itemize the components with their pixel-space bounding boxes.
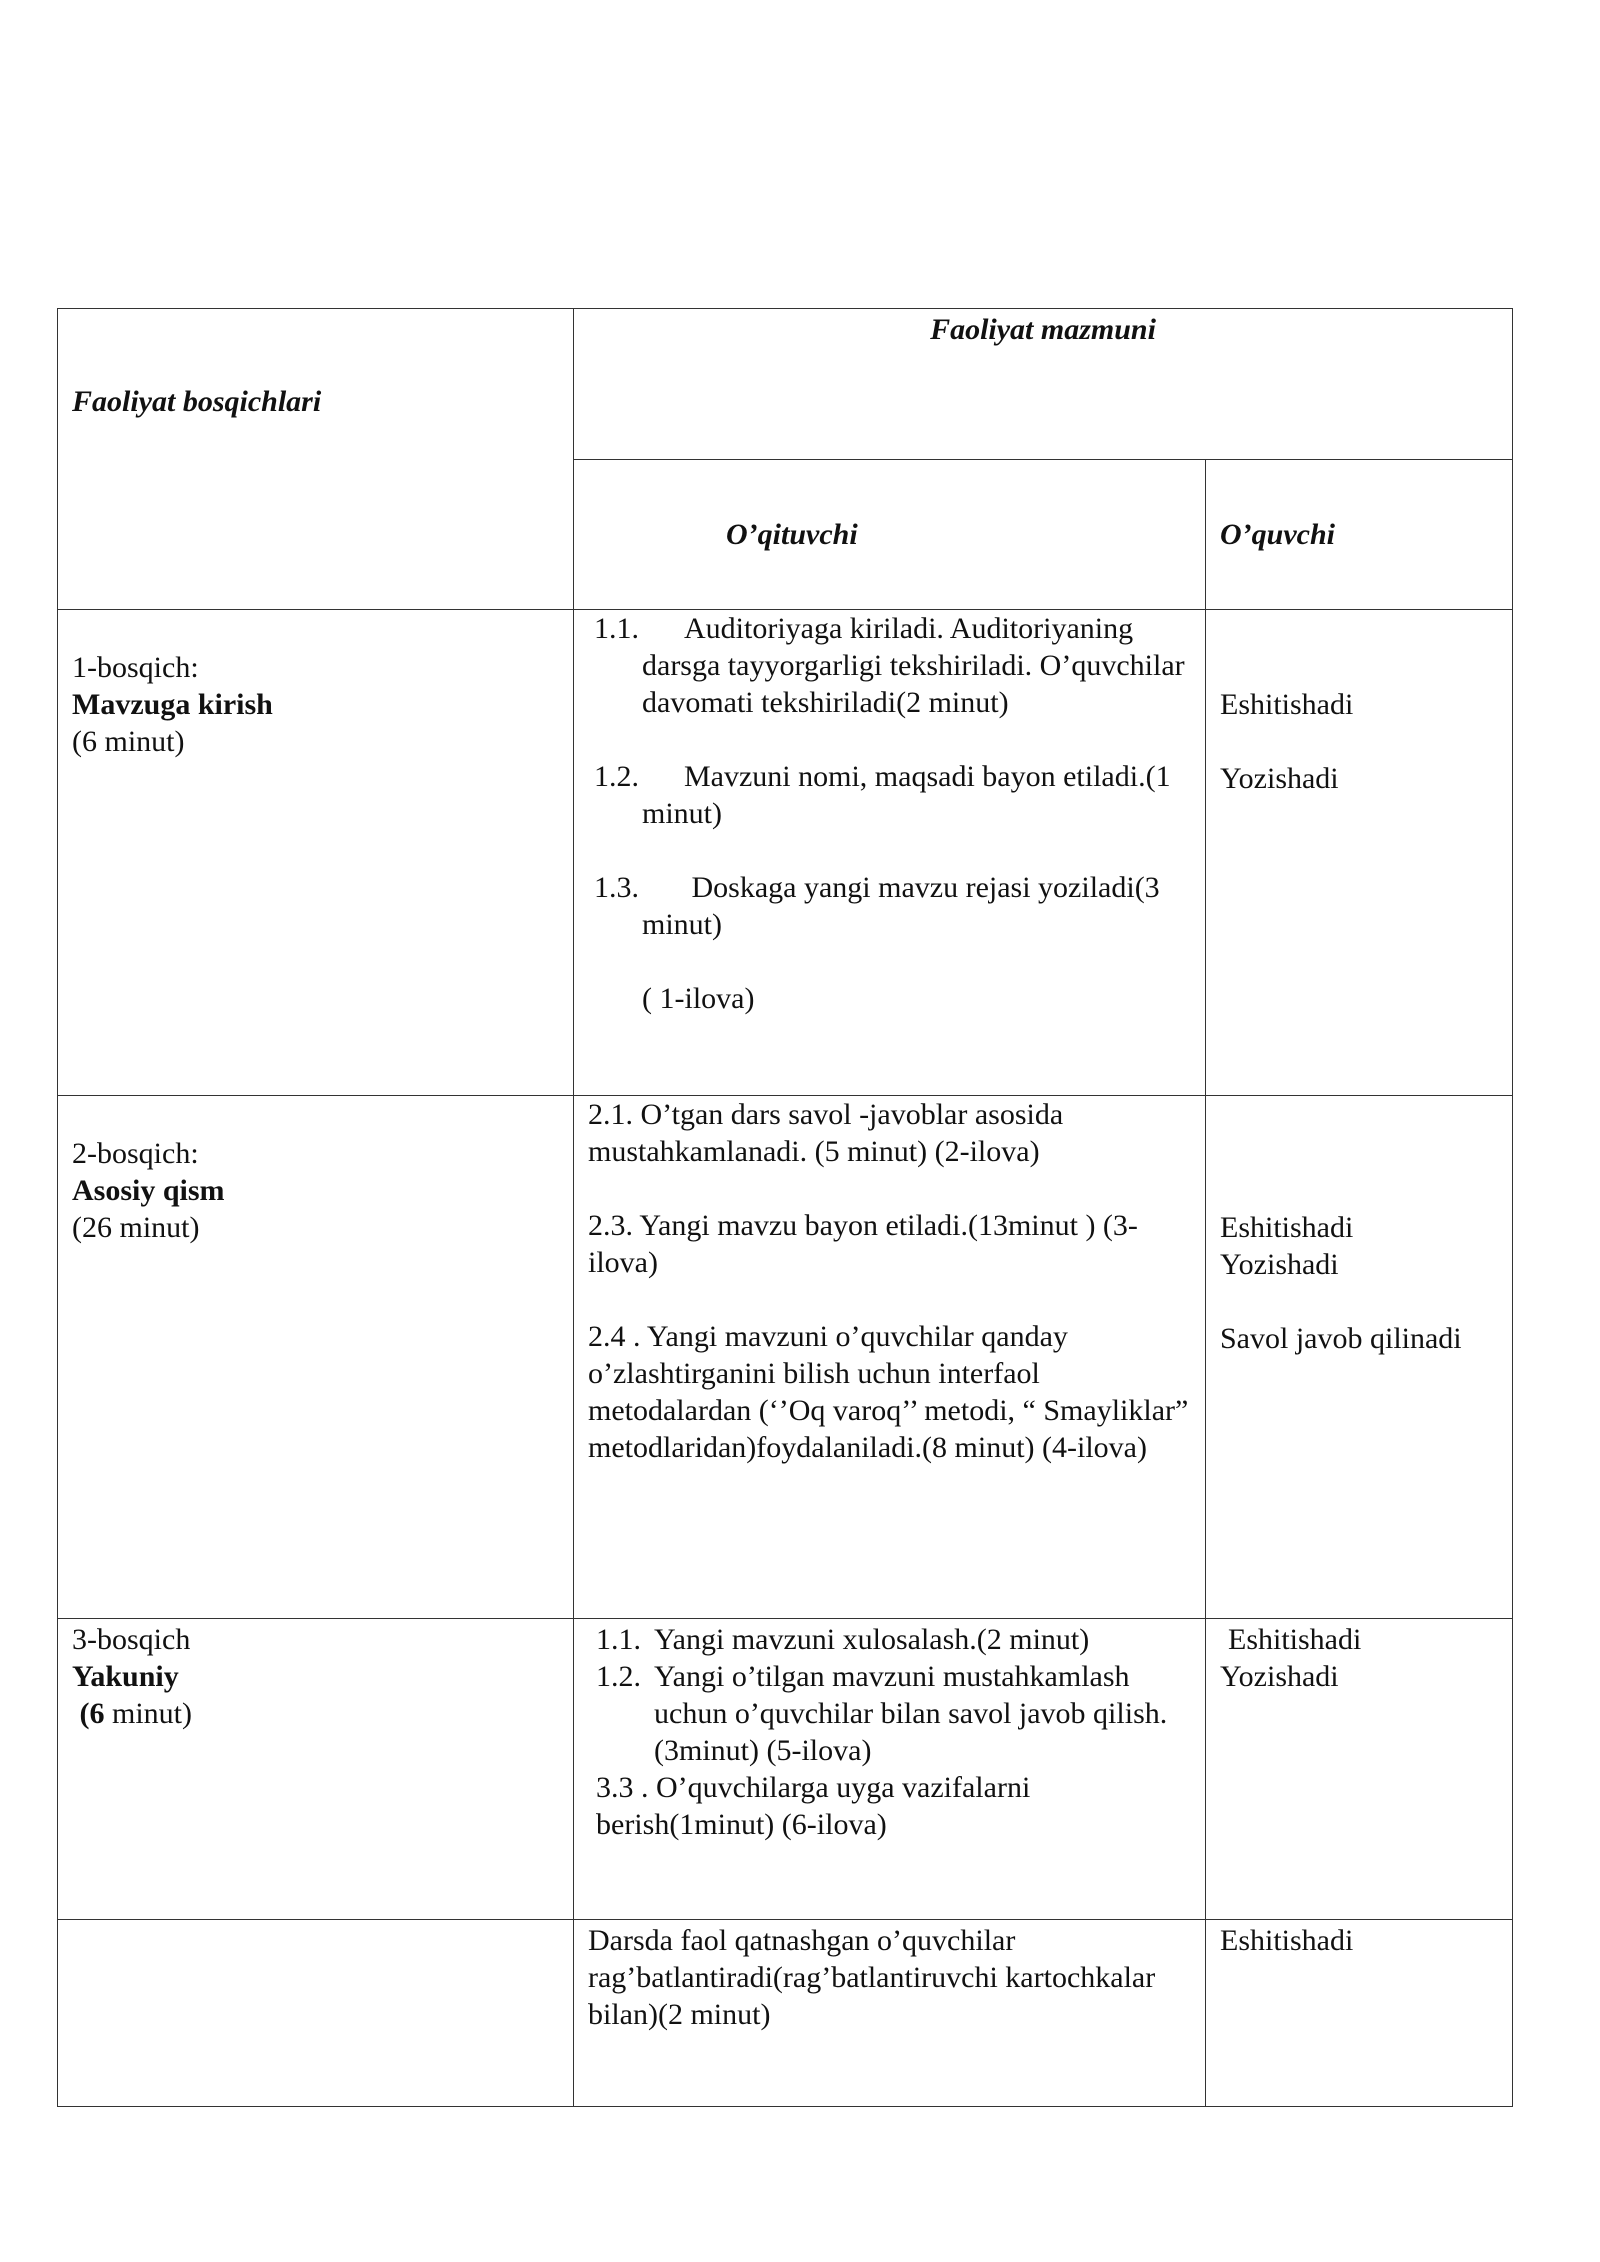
student-activity: Yozishadi — [1220, 1660, 1339, 1693]
student-cell — [1206, 1096, 1513, 1619]
table-row — [58, 610, 1513, 1096]
list-item — [596, 1621, 1191, 1658]
stage-duration: (6 minut) — [72, 725, 185, 758]
student-activity: Savol javob qilinadi — [1220, 1322, 1462, 1355]
stage-title: Mavzuga kirish — [72, 688, 273, 721]
stage-cell — [58, 610, 574, 1096]
student-activity: Eshitishadi — [1220, 688, 1354, 721]
stage-duration-unit: minut) — [104, 1697, 192, 1730]
list-item: 2.1. O’tgan dars savol -javoblar asosida mustahkamlanadi. (5 minut) (2-ilova) — [588, 1098, 1064, 1168]
item-text: Auditoriyaga kiriladi. Auditoriyaning darsga tayyorgarligi tekshiriladi. O’quvchilar davomati tekshiriladi(2 minut) — [642, 612, 1185, 719]
student-cell — [1206, 1619, 1513, 1920]
lesson-plan-table — [57, 308, 1513, 2107]
teacher-cell — [574, 1619, 1206, 1920]
header-student: O’quvchi — [1220, 518, 1335, 551]
stage-label: 2-bosqich: — [72, 1137, 199, 1170]
student-activity: Eshitishadi — [1228, 1623, 1362, 1656]
item-number: 1.1. — [596, 1623, 641, 1656]
list-item — [594, 758, 1191, 832]
list-item: 2.4 . Yangi mavzuni o’quvchilar qanday o’zlashtirganini bilish uchun interfaol metodalardan (‘’Oq varoq’’ metodi, “ Smayliklar” metodlaridan)foydalaniladi.(8 minut) (4-ilova) — [588, 1320, 1189, 1464]
header-teacher: O’qituvchi — [726, 518, 858, 551]
list-item: 3.3 . O’quvchilarga uyga vazifalarni berish(1minut) (6-ilova) — [596, 1771, 1031, 1841]
stage-cell — [58, 1920, 574, 2107]
stage-label: 3-bosqich — [72, 1623, 191, 1656]
student-activity: Eshitishadi — [1220, 1211, 1354, 1244]
student-activity: Yozishadi — [1220, 762, 1339, 795]
table-row — [58, 1096, 1513, 1619]
teacher-cell — [574, 1920, 1206, 2107]
item-text: Yangi o’tilgan mavzuni mustahkamlash uchun o’quvchilar bilan savol javob qilish.(3minut) (5-ilova) — [654, 1660, 1168, 1767]
list-item — [594, 610, 1191, 721]
student-cell — [1206, 610, 1513, 1096]
stage-cell — [58, 1096, 574, 1619]
header-stages-cell — [58, 309, 574, 610]
list-item: Darsda faol qatnashgan o’quvchilar rag’batlantiradi(rag’batlantiruvchi kartochkalar bilan)(2 minut) — [588, 1924, 1156, 2031]
item-text: Mavzuni nomi, maqsadi bayon etiladi.(1 minut) — [642, 760, 1171, 830]
header-teacher-cell — [574, 460, 1206, 610]
item-number: 1.3. — [594, 871, 639, 904]
item-number: 1.1. — [594, 612, 639, 645]
stage-duration-number: (6 — [79, 1697, 105, 1730]
item-number: 1.2. — [594, 760, 639, 793]
header-stages: Faoliyat bosqichlari — [72, 385, 322, 418]
item-text: Doskaga yangi mavzu rejasi yoziladi(3 minut) — [642, 871, 1160, 941]
item-text: Yangi mavzuni xulosalash.(2 minut) — [654, 1623, 1090, 1656]
stage-label: 1-bosqich: — [72, 651, 199, 684]
teacher-cell — [574, 610, 1206, 1096]
header-student-cell — [1206, 460, 1513, 610]
header-row — [58, 309, 1513, 460]
stage-cell — [58, 1619, 574, 1920]
appendix-note: ( 1-ilova) — [642, 982, 755, 1015]
student-cell — [1206, 1920, 1513, 2107]
table-row — [58, 1619, 1513, 1920]
stage-title: Asosiy qism — [72, 1174, 225, 1207]
student-activity: Yozishadi — [1220, 1248, 1339, 1281]
stage-title: Yakuniy — [72, 1660, 179, 1693]
list-item: 2.3. Yangi mavzu bayon etiladi.(13minut ) (3-ilova) — [588, 1209, 1138, 1279]
header-content-cell — [574, 309, 1513, 460]
stage-duration — [72, 1695, 559, 1732]
table-row — [58, 1920, 1513, 2107]
item-number: 1.2. — [596, 1660, 641, 1693]
list-item — [594, 869, 1191, 943]
header-content: Faoliyat mazmuni — [930, 313, 1156, 346]
stage-duration: (26 minut) — [72, 1211, 200, 1244]
student-activity: Eshitishadi — [1220, 1924, 1354, 1957]
list-item — [596, 1658, 1191, 1769]
teacher-cell — [574, 1096, 1206, 1619]
